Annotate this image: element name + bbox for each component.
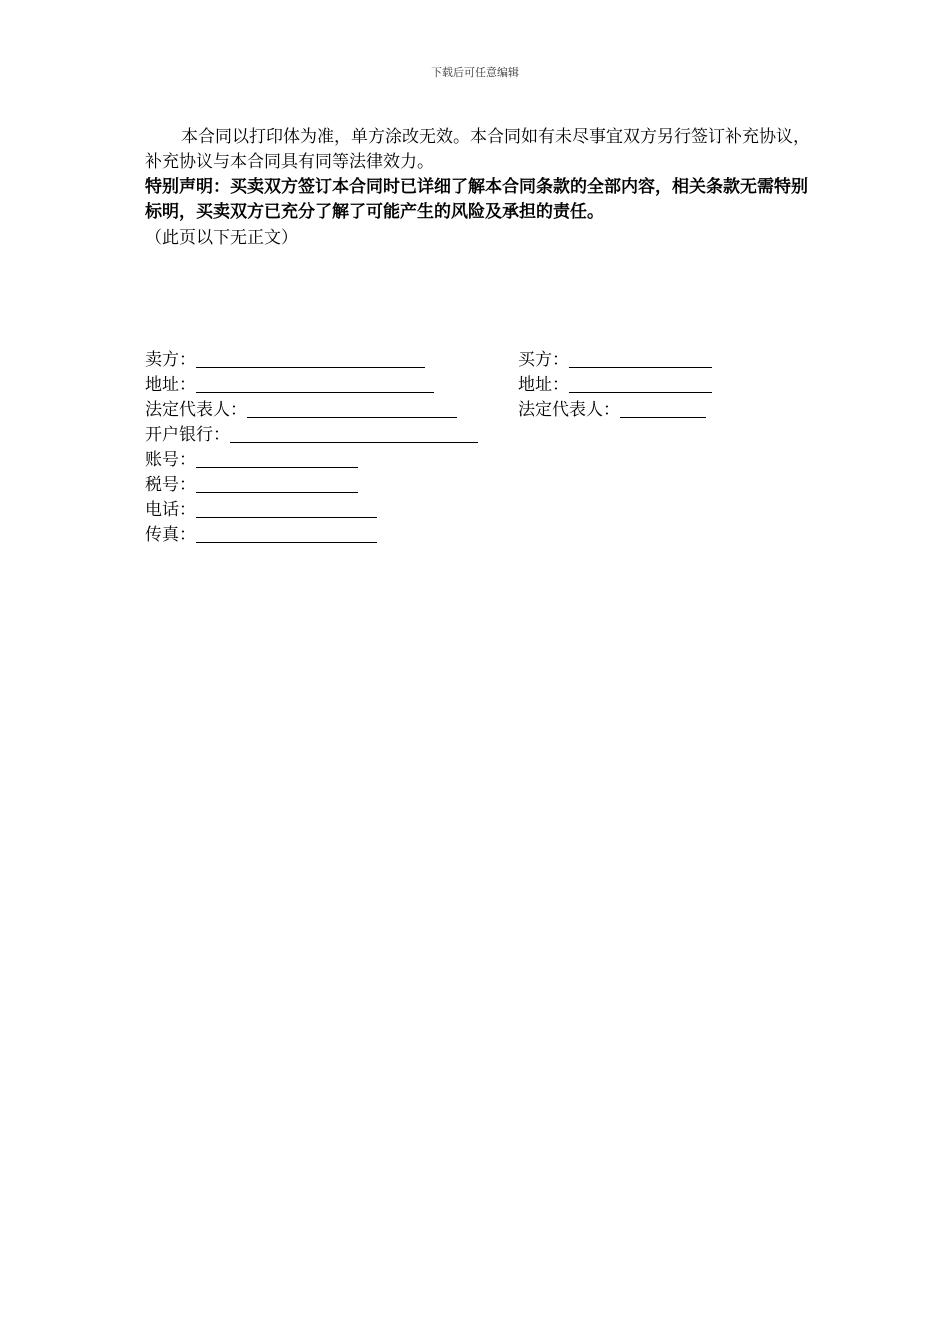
buyer-legal-rep-label: 法定代表人： [518,400,620,420]
seller-phone-field [145,498,377,522]
end-note: （此页以下无正文） [145,228,298,248]
seller-phone-label: 电话： [145,500,196,520]
seller-phone-blank[interactable] [196,499,377,518]
seller-account-field [145,448,358,472]
seller-fax-field [145,523,377,547]
seller-account-blank[interactable] [196,449,358,468]
buyer-name-field [518,348,712,372]
buyer-name-blank[interactable] [569,349,712,368]
clause-paragraph: 本合同以打印体为准，单方涂改无效。本合同如有未尽事宜双方另行签订补充协议，补充协议与本合同具有同等法律效力。 [145,127,810,172]
seller-bank-label: 开户银行： [145,425,230,445]
buyer-address-label: 地址： [518,375,569,395]
buyer-address-field [518,373,712,397]
special-statement: 特别声明：买卖双方签订本合同时已详细了解本合同条款的全部内容，相关条款无需特别标明，买卖双方已充分了解了可能产生的风险及承担的责任。 [145,177,808,222]
seller-tax-blank[interactable] [196,474,358,493]
seller-tax-field [145,473,358,497]
buyer-name-label: 买方： [518,350,569,370]
seller-bank-field [145,423,478,447]
buyer-legal-rep-blank[interactable] [620,399,706,418]
seller-tax-label: 税号： [145,475,196,495]
seller-bank-blank[interactable] [230,424,478,443]
seller-fax-blank[interactable] [196,524,377,543]
seller-name-label: 卖方： [145,350,196,370]
buyer-legal-rep-field [518,398,706,422]
buyer-address-blank[interactable] [569,374,712,393]
seller-legal-rep-blank[interactable] [247,399,457,418]
seller-name-field [145,348,425,372]
seller-address-field [145,373,434,397]
seller-address-blank[interactable] [196,374,434,393]
seller-legal-rep-field [145,398,457,422]
seller-address-label: 地址： [145,375,196,395]
seller-fax-label: 传真： [145,525,196,545]
page-header: 下载后可任意编辑 [431,66,519,79]
seller-account-label: 账号： [145,450,196,470]
seller-legal-rep-label: 法定代表人： [145,400,247,420]
seller-name-blank[interactable] [196,349,425,368]
